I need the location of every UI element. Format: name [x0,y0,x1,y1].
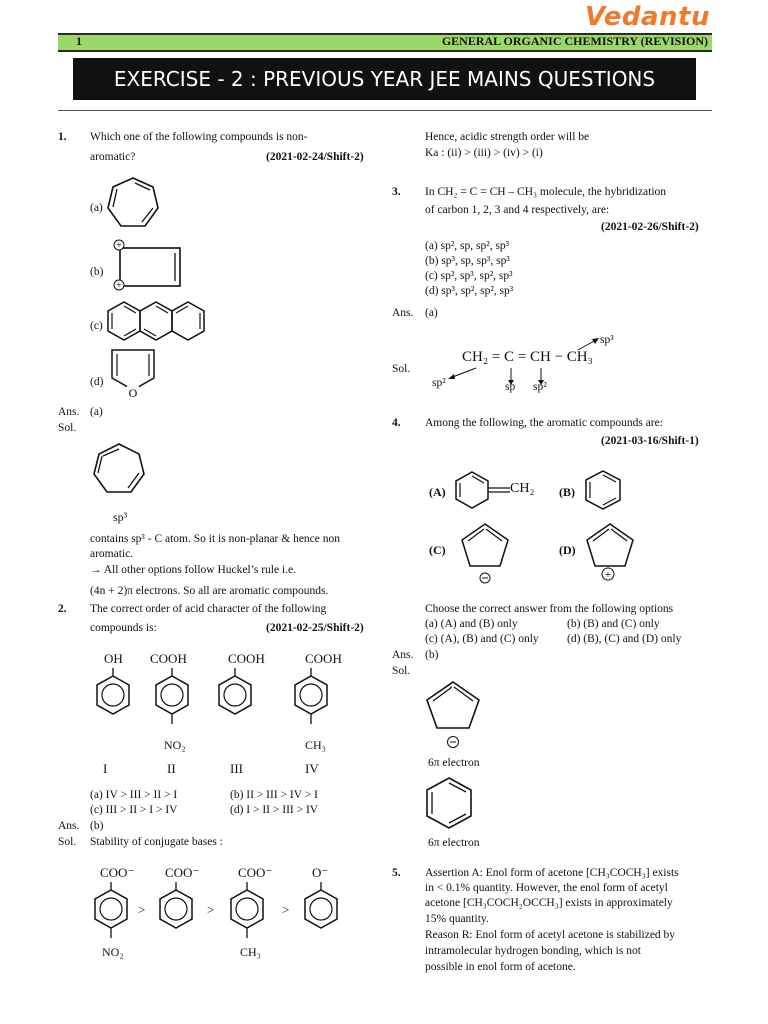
q5-line-5: Reason R: Enol form of acetyl acetone is stabilized by [425,929,676,941]
cyclobutene-dication-structure [112,238,192,294]
q3-text-1: In CH₂ = C = CH – CH₃ molecule, the hybridization [425,186,667,198]
q1-sol-1: contains sp³ - C atom. So it is non-planar & hence non [90,533,341,545]
q1-option-a: (a) [90,202,103,214]
q3-option-d: (d) sp³, sp², sp², sp³ [425,285,514,297]
svg-text:+: + [116,280,122,292]
q3-text-2: of carbon 1, 2, 3 and 4 respectively, are: [425,204,610,216]
q2-group-1: OH [104,651,123,666]
q2-roman-2: II [167,761,176,776]
exercise-banner: EXERCISE - 2 : PREVIOUS YEAR JEE MAINS QUESTIONS [73,58,696,100]
svg-text:+: + [116,240,122,252]
q2-answer: (b) [90,820,104,832]
acidic-order-line-2: Ka : (ii) > (iii) > (iv) > (i) [425,147,543,159]
q4-choose: Choose the correct answer from the following options [425,603,674,615]
q1-text-1: Which one of the following compounds is non- [90,131,308,143]
q2-option-a: (a) IV > III > II > I [90,789,178,801]
benzene-structure-b [584,469,624,513]
q3-answer: (a) [425,307,438,319]
q4-ans-label: Ans. [392,649,414,661]
nitrobenzoic-acid-ring [153,668,193,734]
q2-gt-2: > [207,902,215,917]
pyran-structure [108,348,158,400]
q5-line-1: Assertion A: Enol form of acetone [CH₃COCH₃] exists [425,867,679,879]
q1-sol-2: aromatic. [90,548,134,560]
q5-line-6: intramolecular hydrogen bonding, which is not [425,945,641,957]
q4-electron-2: 6π electron [428,837,480,849]
q2-sol-label: Sol. [58,836,77,848]
q4-answer: (b) [425,649,439,661]
q2-gt-3: > [282,902,290,917]
q2-roman-1: I [103,761,108,776]
q3-hyb-4: sp³ [600,334,614,346]
acidic-order-line-1: Hence, acidic strength order will be [425,131,590,143]
q4-option-b: (b) (B) and (C) only [567,618,660,630]
q2-base-4: O⁻ [312,865,329,880]
q3-hyb-2: sp [505,381,516,393]
vedantu-logo: Vedantu [585,2,710,32]
svg-text:+: + [604,569,612,581]
q3-option-c: (c) sp², sp³, sp², sp³ [425,270,513,282]
q2-option-b: (b) II > III > IV > I [230,789,318,801]
toluic-acid-ring [292,668,332,734]
anthracene-structure [106,300,218,344]
q4-electron-1: 6π electron [428,757,480,769]
nitrobenzoate-ring [92,882,132,948]
q1-ans-label: Ans. [58,406,80,418]
q1-option-b: (b) [90,266,104,278]
q4-text-1: Among the following, the aromatic compounds are: [425,417,663,429]
q1-number: 1. [58,131,67,143]
q4-label-b: (B) [559,485,575,499]
divider [58,110,712,111]
cycloheptatriene-sp3-structure [90,440,148,502]
q4-number: 4. [392,417,401,429]
svg-text:O: O [128,386,138,400]
q3-hyb-3: sp² [533,381,547,393]
q5-line-7: possible in enol form of acetone. [425,961,576,973]
q5-line-4: 15% quantity. [425,913,489,925]
q2-group-2: COOH [150,651,187,666]
q4-tag: (2021-03-16/Shift-1) [601,435,699,447]
q1-sol-3: → All other options follow Huckel’s rule i.e. [90,564,297,576]
q1-sp3-label: sp³ [113,510,128,524]
benzoate-ring [157,882,197,938]
q5-line-2: in < 0.1% quantity. However, the enol form of acetyl [425,882,668,894]
q4-label-c: (C) [429,543,446,557]
q2-sub-ch3: CH₃ [305,738,326,752]
q4-option-a: (a) (A) and (B) only [425,618,518,630]
q2-roman-3: III [230,761,243,776]
q2-base-2: COO⁻ [165,865,200,880]
q2-option-c: (c) III > II > I > IV [90,804,178,816]
header-bar [58,33,712,52]
cyclopentadienyl-anion-structure [460,522,514,588]
cyclopentadienyl-anion-solution [425,680,485,752]
q2-group-3: COOH [228,651,265,666]
fulvene-structure [454,470,518,512]
section-title: GENERAL ORGANIC CHEMISTRY (REVISION) [441,34,708,48]
q2-base-sub-no2: NO₂ [102,945,124,959]
q1-text-2: aromatic? [90,151,136,163]
q1-sol-label: Sol. [58,422,77,434]
page-number: 1 [76,34,82,48]
q2-number: 2. [58,603,67,615]
q3-option-b: (b) sp³, sp, sp³, sp³ [425,255,510,267]
q3-number: 3. [392,186,401,198]
benzene-solution [425,776,479,832]
q3-tag: (2021-02-26/Shift-2) [601,221,699,233]
cycloheptatriene-structure [104,174,164,236]
q1-answer: (a) [90,406,103,418]
q4-sol-label: Sol. [392,665,411,677]
q5-number: 5. [392,867,401,879]
q4-label-a: (A) [429,485,446,499]
q4-ch2: CH₂ [510,481,535,496]
q2-sub-no2: NO₂ [164,738,186,752]
q1-option-d: (d) [90,376,104,388]
q5-line-3: acetone [CH₃COCH₂OCCH₃] exists in approximately [425,897,673,909]
q4-label-d: (D) [559,543,576,557]
q4-option-c: (c) (A), (B) and (C) only [425,633,539,645]
phenol-ring [94,668,134,724]
q3-hyb-1: sp² [432,377,446,389]
q4-option-d: (d) (B), (C) and (D) only [567,633,682,645]
phenoxide-ring [302,882,342,938]
benzoic-acid-ring [216,668,256,724]
q3-sol-label: Sol. [392,363,411,375]
q2-option-d: (d) I > II > III > IV [230,804,319,816]
q2-base-sub-ch3: CH₃ [240,945,261,959]
q2-base-3: COO⁻ [238,865,273,880]
q1-tag: (2021-02-24/Shift-2) [266,151,364,163]
q3-ans-label: Ans. [392,307,414,319]
q2-ans-label: Ans. [58,820,80,832]
q2-gt-1: > [138,902,146,917]
q1-option-c: (c) [90,320,103,332]
q2-roman-4: IV [305,761,319,776]
q2-sol-1: Stability of conjugate bases : [90,836,223,848]
q2-group-4: COOH [305,651,342,666]
q1-sol-4: (4n + 2)π electrons. So all are aromatic compounds. [90,585,329,597]
q2-tag: (2021-02-25/Shift-2) [266,622,364,634]
toluate-ring [228,882,268,948]
q2-base-1: COO⁻ [100,865,135,880]
q2-text-2: compounds is: [90,622,157,634]
q2-text-1: The correct order of acid character of the following [90,603,327,615]
cyclopentadienyl-cation-structure [585,522,639,588]
q3-option-a: (a) sp², sp, sp², sp³ [425,240,510,252]
q3-formula: CH₂ = C = CH − CH₃ [462,349,593,365]
